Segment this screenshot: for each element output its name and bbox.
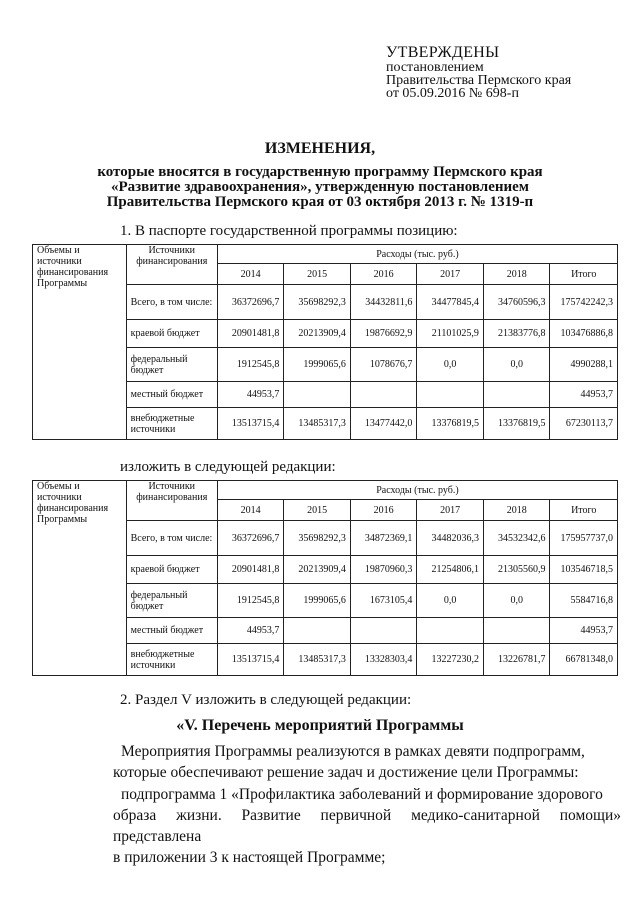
value-cell: 0,0 [417,584,484,618]
year-header: 2018 [483,500,550,521]
sources-header: Источники финансирования [126,481,217,521]
value-cell: 44953,7 [217,382,284,408]
value-cell: 13513715,4 [217,644,284,676]
value-cell: 36372696,7 [217,521,284,556]
document-subtitle [0,165,640,210]
value-cell: 21305560,9 [483,556,550,584]
item-1-after-text: изложить в следующей редакции: [120,459,336,475]
value-cell [284,382,351,408]
value-cell: 13485317,3 [284,408,351,440]
approval-line: от 05.09.2016 № 698-п [386,86,519,101]
expenses-header: Расходы (тыс. руб.) [217,481,617,500]
value-cell: 21101025,9 [417,320,484,348]
value-cell: 34432811,6 [350,285,417,320]
value-cell: 66781348,0 [550,644,618,676]
source-name: федеральный бюджет [126,584,217,618]
financing-table-old [32,244,618,440]
value-cell: 20901481,8 [217,556,284,584]
value-cell: 1912545,8 [217,584,284,618]
value-cell: 19870960,3 [350,556,417,584]
value-cell: 13477442,0 [350,408,417,440]
year-header: Итого [550,264,618,285]
source-name: краевой бюджет [126,320,217,348]
value-cell [350,618,417,644]
value-cell: 1999065,6 [284,348,351,382]
approval-block [386,44,571,100]
value-cell: 34477845,4 [417,285,484,320]
body-paragraph-1 [113,741,621,783]
year-header: 2014 [217,500,284,521]
value-cell: 35698292,3 [284,285,351,320]
value-cell: 44953,7 [550,382,618,408]
value-cell: 13513715,4 [217,408,284,440]
sources-header: Источники финансирования [126,245,217,285]
body-line: в приложении 3 к настоящей Программе; [113,849,386,866]
year-header: 2017 [417,264,484,285]
source-name: внебюджетные источники [126,644,217,676]
value-cell: 21254806,1 [417,556,484,584]
value-cell: 0,0 [417,348,484,382]
value-cell: 13376819,5 [417,408,484,440]
year-header: Итого [550,500,618,521]
approval-heading: УТВЕРЖДЕНЫ [386,44,500,61]
year-header: 2015 [284,500,351,521]
value-cell [417,382,484,408]
year-header: 2018 [483,264,550,285]
value-cell [350,382,417,408]
year-header: 2015 [284,264,351,285]
value-cell: 34760596,3 [483,285,550,320]
table-label: Объемы и источники финансирования Программы [33,245,127,440]
year-header: 2016 [350,264,417,285]
value-cell: 13485317,3 [284,644,351,676]
subtitle-line: которые вносятся в государственную программу Пермского края [97,164,543,180]
value-cell: 103546718,5 [550,556,618,584]
item-1-text: 1. В паспорте государственной программы позицию: [120,223,458,239]
source-name: Всего, в том числе: [126,521,217,556]
value-cell: 13328303,4 [350,644,417,676]
body-paragraph-2 [113,784,621,868]
value-cell: 67230113,7 [550,408,618,440]
value-cell [417,618,484,644]
value-cell [483,382,550,408]
document-title: ИЗМЕНЕНИЯ, [264,140,376,157]
item-2-text: 2. Раздел V изложить в следующей редакции: [120,692,412,708]
value-cell: 0,0 [483,584,550,618]
expenses-header: Расходы (тыс. руб.) [217,245,617,264]
value-cell: 34532342,6 [483,521,550,556]
value-cell: 19876692,9 [350,320,417,348]
value-cell: 103476886,8 [550,320,618,348]
body-line: подпрограмма 1 «Профилактика заболеваний и формирование здорового [121,786,603,803]
value-cell: 175957737,0 [550,521,618,556]
value-cell: 1078676,7 [350,348,417,382]
value-cell: 34482036,3 [417,521,484,556]
source-name: краевой бюджет [126,556,217,584]
approval-line: Правительства Пермского края [386,73,572,88]
value-cell: 20213909,4 [284,320,351,348]
body-line: которые обеспечивают решение задач и достижение цели Программы: [113,764,579,781]
subtitle-line: Правительства Пермского края от 03 октября 2013 г. № 1319-п [106,194,534,210]
value-cell: 20213909,4 [284,556,351,584]
value-cell: 1673105,4 [350,584,417,618]
financing-table-new [32,480,618,676]
subtitle-line: «Развитие здравоохранения», утвержденную постановлением [110,179,530,195]
approval-line: постановлением [386,60,484,75]
source-name: местный бюджет [126,618,217,644]
source-name: федеральный бюджет [126,348,217,382]
value-cell: 34872369,1 [350,521,417,556]
value-cell: 13376819,5 [483,408,550,440]
value-cell: 13226781,7 [483,644,550,676]
table-label: Объемы и источники финансирования Программы [33,481,127,676]
body-line: образа жизни. Развитие первичной медико-санитарной помощи» представлена [113,807,621,845]
section-heading: «V. Перечень мероприятий Программы [176,717,464,734]
value-cell: 0,0 [483,348,550,382]
value-cell: 13227230,2 [417,644,484,676]
source-name: внебюджетные источники [126,408,217,440]
value-cell [284,618,351,644]
year-header: 2016 [350,500,417,521]
value-cell: 5584716,8 [550,584,618,618]
value-cell: 44953,7 [217,618,284,644]
value-cell: 36372696,7 [217,285,284,320]
value-cell: 175742242,3 [550,285,618,320]
value-cell [483,618,550,644]
value-cell: 1999065,6 [284,584,351,618]
value-cell: 44953,7 [550,618,618,644]
source-name: Всего, в том числе: [126,285,217,320]
value-cell: 21383776,8 [483,320,550,348]
value-cell: 20901481,8 [217,320,284,348]
value-cell: 1912545,8 [217,348,284,382]
year-header: 2017 [417,500,484,521]
value-cell: 4990288,1 [550,348,618,382]
body-line: Мероприятия Программы реализуются в рамках девяти подпрограмм, [121,743,585,760]
value-cell: 35698292,3 [284,521,351,556]
source-name: местный бюджет [126,382,217,408]
year-header: 2014 [217,264,284,285]
